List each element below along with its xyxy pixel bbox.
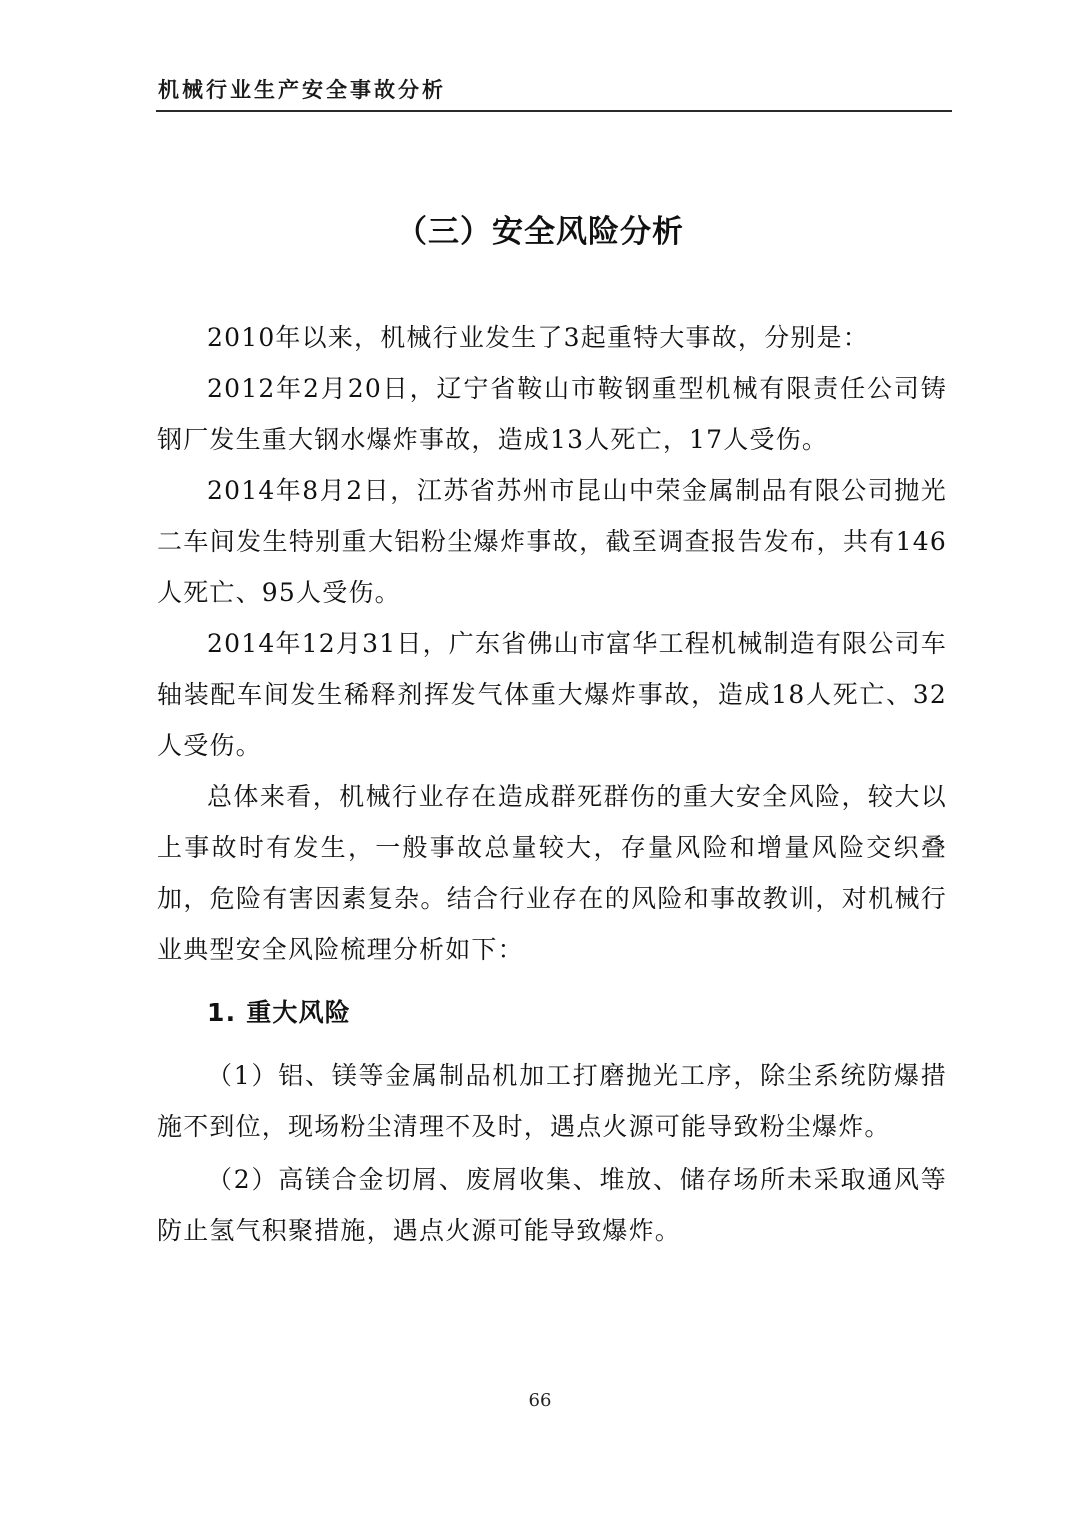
paragraph-accident-anshan: 2012年2月20日，辽宁省鞍山市鞍钢重型机械有限责任公司铸钢厂发生重大钢水爆炸事故，造成13人死亡，17人受伤。 xyxy=(157,374,947,454)
paragraph-accident-kunshan: 2014年8月2日，江苏省苏州市昆山中荣金属制品有限公司抛光二车间发生特别重大铝粉尘爆炸事故，截至调查报告发布，共有146人死亡、95人受伤。 xyxy=(157,476,947,607)
page-number: 66 xyxy=(528,1390,552,1411)
body-text xyxy=(157,312,947,1256)
risk-item-1: （1）铝、镁等金属制品机加工打磨抛光工序，除尘系统防爆措施不到位，现场粉尘清理不及时，遇点火源可能导致粉尘爆炸。 xyxy=(157,1061,947,1141)
paragraph-accident-foshan: 2014年12月31日，广东省佛山市富华工程机械制造有限公司车轴装配车间发生稀释剂挥发气体重大爆炸事故，造成18人死亡、32人受伤。 xyxy=(157,629,947,760)
header-divider xyxy=(156,110,952,112)
risk-item-2: （2）高镁合金切屑、废屑收集、堆放、储存场所未采取通风等防止氢气积聚措施，遇点火源可能导致爆炸。 xyxy=(157,1165,947,1245)
paragraph-overview: 总体来看，机械行业存在造成群死群伤的重大安全风险，较大以上事故时有发生，一般事故总量较大，存量风险和增量风险交织叠加，危险有害因素复杂。结合行业存在的风险和事故教训，对机械行业典型安全风险梳理分析如下： xyxy=(157,782,947,964)
running-header: 机械行业生产安全事故分析 xyxy=(158,78,446,102)
paragraph-intro: 2010年以来，机械行业发生了3起重特大事故，分别是： xyxy=(207,323,869,352)
section-title: （三）安全风险分析 xyxy=(396,214,684,250)
subsection-heading: 1. 重大风险 xyxy=(207,998,351,1027)
